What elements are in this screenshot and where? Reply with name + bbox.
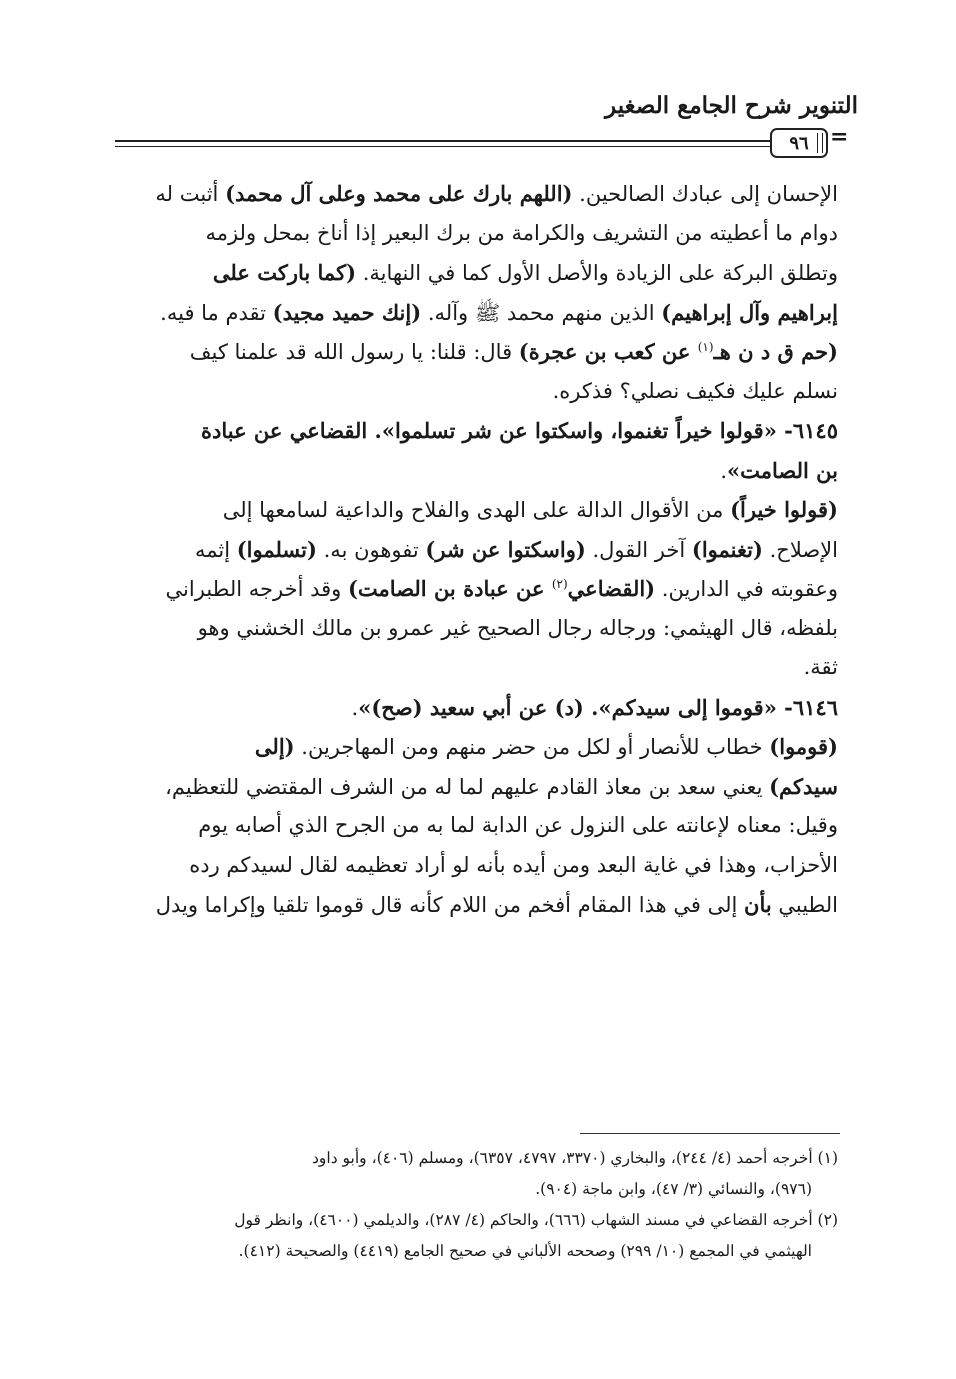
footnote-line: (٩٧٦)، والنسائي (٣/ ٤٧)، وابن ماجة (٩٠٤). bbox=[535, 1180, 812, 1198]
header-rule bbox=[115, 140, 770, 142]
bold-phrase: (القضاعي bbox=[567, 576, 656, 601]
bold-phrase: (حم ق د ن هـ bbox=[713, 339, 838, 364]
text-run: ثقة. bbox=[803, 655, 838, 679]
bold-phrase: (تغنموا) bbox=[691, 536, 763, 562]
text-run: خطاب للأنصار أو لكل من حضر منهم ومن المهاجرين. bbox=[294, 735, 770, 759]
bold-phrase: (كما باركت على bbox=[212, 260, 357, 285]
text-line bbox=[116, 174, 838, 214]
page-number-box bbox=[770, 128, 828, 158]
text-run: دوام ما أعطيته من التشريف والكرامة من برك البعير إذا أناخ بمحل ولزمه bbox=[205, 220, 838, 245]
text-run: وقد أخرجه الطبراني bbox=[165, 577, 348, 601]
bold-phrase: عن عبادة بن الصامت) bbox=[347, 576, 552, 601]
text-run: تقدم ما فيه. bbox=[160, 300, 273, 325]
text-line bbox=[116, 846, 838, 886]
text-run: وقيل: معناه لإعانته على النزول عن الدابة لما به من الجرح الذي أصابه يوم bbox=[198, 813, 838, 837]
text-run: الأحزاب، وهذا في غاية البعد ومن أيده بأنه لو أراد تعظيمه لقال لسيدكم رده bbox=[189, 852, 838, 877]
text-line bbox=[116, 727, 838, 767]
text-line bbox=[116, 214, 838, 254]
text-run: قال: قلنا: يا رسول الله قد علمنا كيف bbox=[189, 340, 519, 364]
bold-phrase: (قولوا خيراً) bbox=[730, 497, 838, 522]
page-number: ٩٦ bbox=[789, 132, 809, 154]
main-text bbox=[116, 174, 838, 925]
text-run: إثمه bbox=[194, 537, 237, 562]
text-run: آخر القول. bbox=[585, 537, 692, 562]
footnote-separator bbox=[580, 1133, 840, 1134]
bold-phrase: سيدكم) bbox=[769, 773, 838, 799]
text-line bbox=[116, 411, 838, 451]
text-line bbox=[116, 569, 838, 609]
text-line bbox=[116, 885, 838, 925]
header-mark: = bbox=[830, 124, 849, 150]
bold-phrase: (تسلموا) bbox=[236, 536, 317, 562]
text-line bbox=[116, 490, 838, 530]
text-line bbox=[116, 372, 838, 412]
text-run: الإحسان إلى عبادك الصالحين. bbox=[572, 182, 838, 206]
text-run: الذين منهم محمد ﷺ وآله. bbox=[421, 300, 662, 325]
text-run: . bbox=[720, 458, 728, 483]
footnote-line: (١) أخرجه أحمد (٤/ ٢٤٤)، والبخاري (٣٣٧٠، ٤٧٩٧، ٦٣٥٧)، ومسلم (٤٠٦)، وأبو داود bbox=[312, 1149, 838, 1167]
bold-phrase: ٦١٤٥- «قولوا خيراً تغنموا، واسكتوا عن شر تسلموا». القضاعي عن عبادة bbox=[200, 418, 838, 443]
text-run: تفوهون به. bbox=[316, 537, 426, 562]
bold-phrase: (واسكتوا عن شر) bbox=[425, 536, 586, 562]
text-run: يعني سعد بن معاذ القادم عليهم لما له من الشرف المقتضي للتعظيم، bbox=[165, 774, 770, 799]
bold-phrase: بأن bbox=[744, 892, 772, 917]
text-run: . bbox=[351, 695, 359, 720]
bold-phrase: إبراهيم وآل إبراهيم) bbox=[661, 299, 838, 325]
text-line bbox=[116, 688, 838, 728]
text-run: وتطلق البركة على الزيادة والأصل الأول كما في النهاية. bbox=[356, 261, 838, 285]
footnote-ref: (٢) bbox=[551, 577, 568, 591]
text-run: إلى في هذا المقام أفخم من اللام كأنه قال قوموا تلقيا وإكراما ويدل bbox=[155, 893, 745, 917]
text-line bbox=[116, 609, 838, 649]
bold-phrase: عن كعب بن عجرة) bbox=[518, 339, 698, 364]
text-run: الطيبي bbox=[771, 893, 838, 917]
text-line bbox=[116, 648, 838, 688]
text-line bbox=[116, 767, 838, 807]
footnotes bbox=[116, 1143, 838, 1267]
header-rule-thin bbox=[115, 146, 770, 147]
text-run: أثبت له bbox=[155, 182, 226, 206]
bold-phrase: (اللهم بارك على محمد وعلى آل محمد) bbox=[225, 181, 573, 206]
footnote-line: الهيثمي في المجمع (١٠/ ٢٩٩) وصححه الألباني في صحيح الجامع (٤٤١٩) والصحيحة (٤١٢). bbox=[238, 1242, 812, 1260]
text-line bbox=[116, 451, 838, 491]
text-line bbox=[116, 806, 838, 846]
running-header-title: التنوير شرح الجامع الصغير bbox=[605, 92, 858, 119]
text-run: بلفظه، قال الهيثمي: ورجاله رجال الصحيح غير عمرو بن مالك الخشني وهو bbox=[197, 615, 838, 640]
bold-phrase: (إلى bbox=[254, 734, 295, 759]
text-run: الإصلاح. bbox=[762, 537, 838, 562]
text-run: من الأقوال الدالة على الهدى والفلاح والداعية لسامعها إلى bbox=[222, 498, 731, 522]
text-line bbox=[116, 253, 838, 293]
bold-phrase: (إنك حميد مجيد) bbox=[272, 299, 422, 325]
text-line bbox=[116, 332, 838, 372]
footnote-ref: (١) bbox=[697, 340, 714, 354]
text-line bbox=[116, 530, 838, 570]
text-line bbox=[116, 293, 838, 333]
bold-phrase: بن الصامت» bbox=[727, 457, 838, 483]
text-run: وعقوبته في الدارين. bbox=[655, 577, 838, 601]
bold-phrase: (قوموا) bbox=[769, 734, 838, 759]
text-run: نسلم عليك فكيف نصلي؟ فذكره. bbox=[552, 378, 838, 403]
footnote-line: (٢) أخرجه القضاعي في مسند الشهاب (٦٦٦)، والحاكم (٤/ ٢٨٧)، والديلمي (٤٦٠٠)، وانظر قول bbox=[234, 1211, 838, 1229]
bold-phrase: ٦١٤٦- «قوموا إلى سيدكم». (د) عن أبي سعيد (صح)» bbox=[358, 694, 838, 720]
